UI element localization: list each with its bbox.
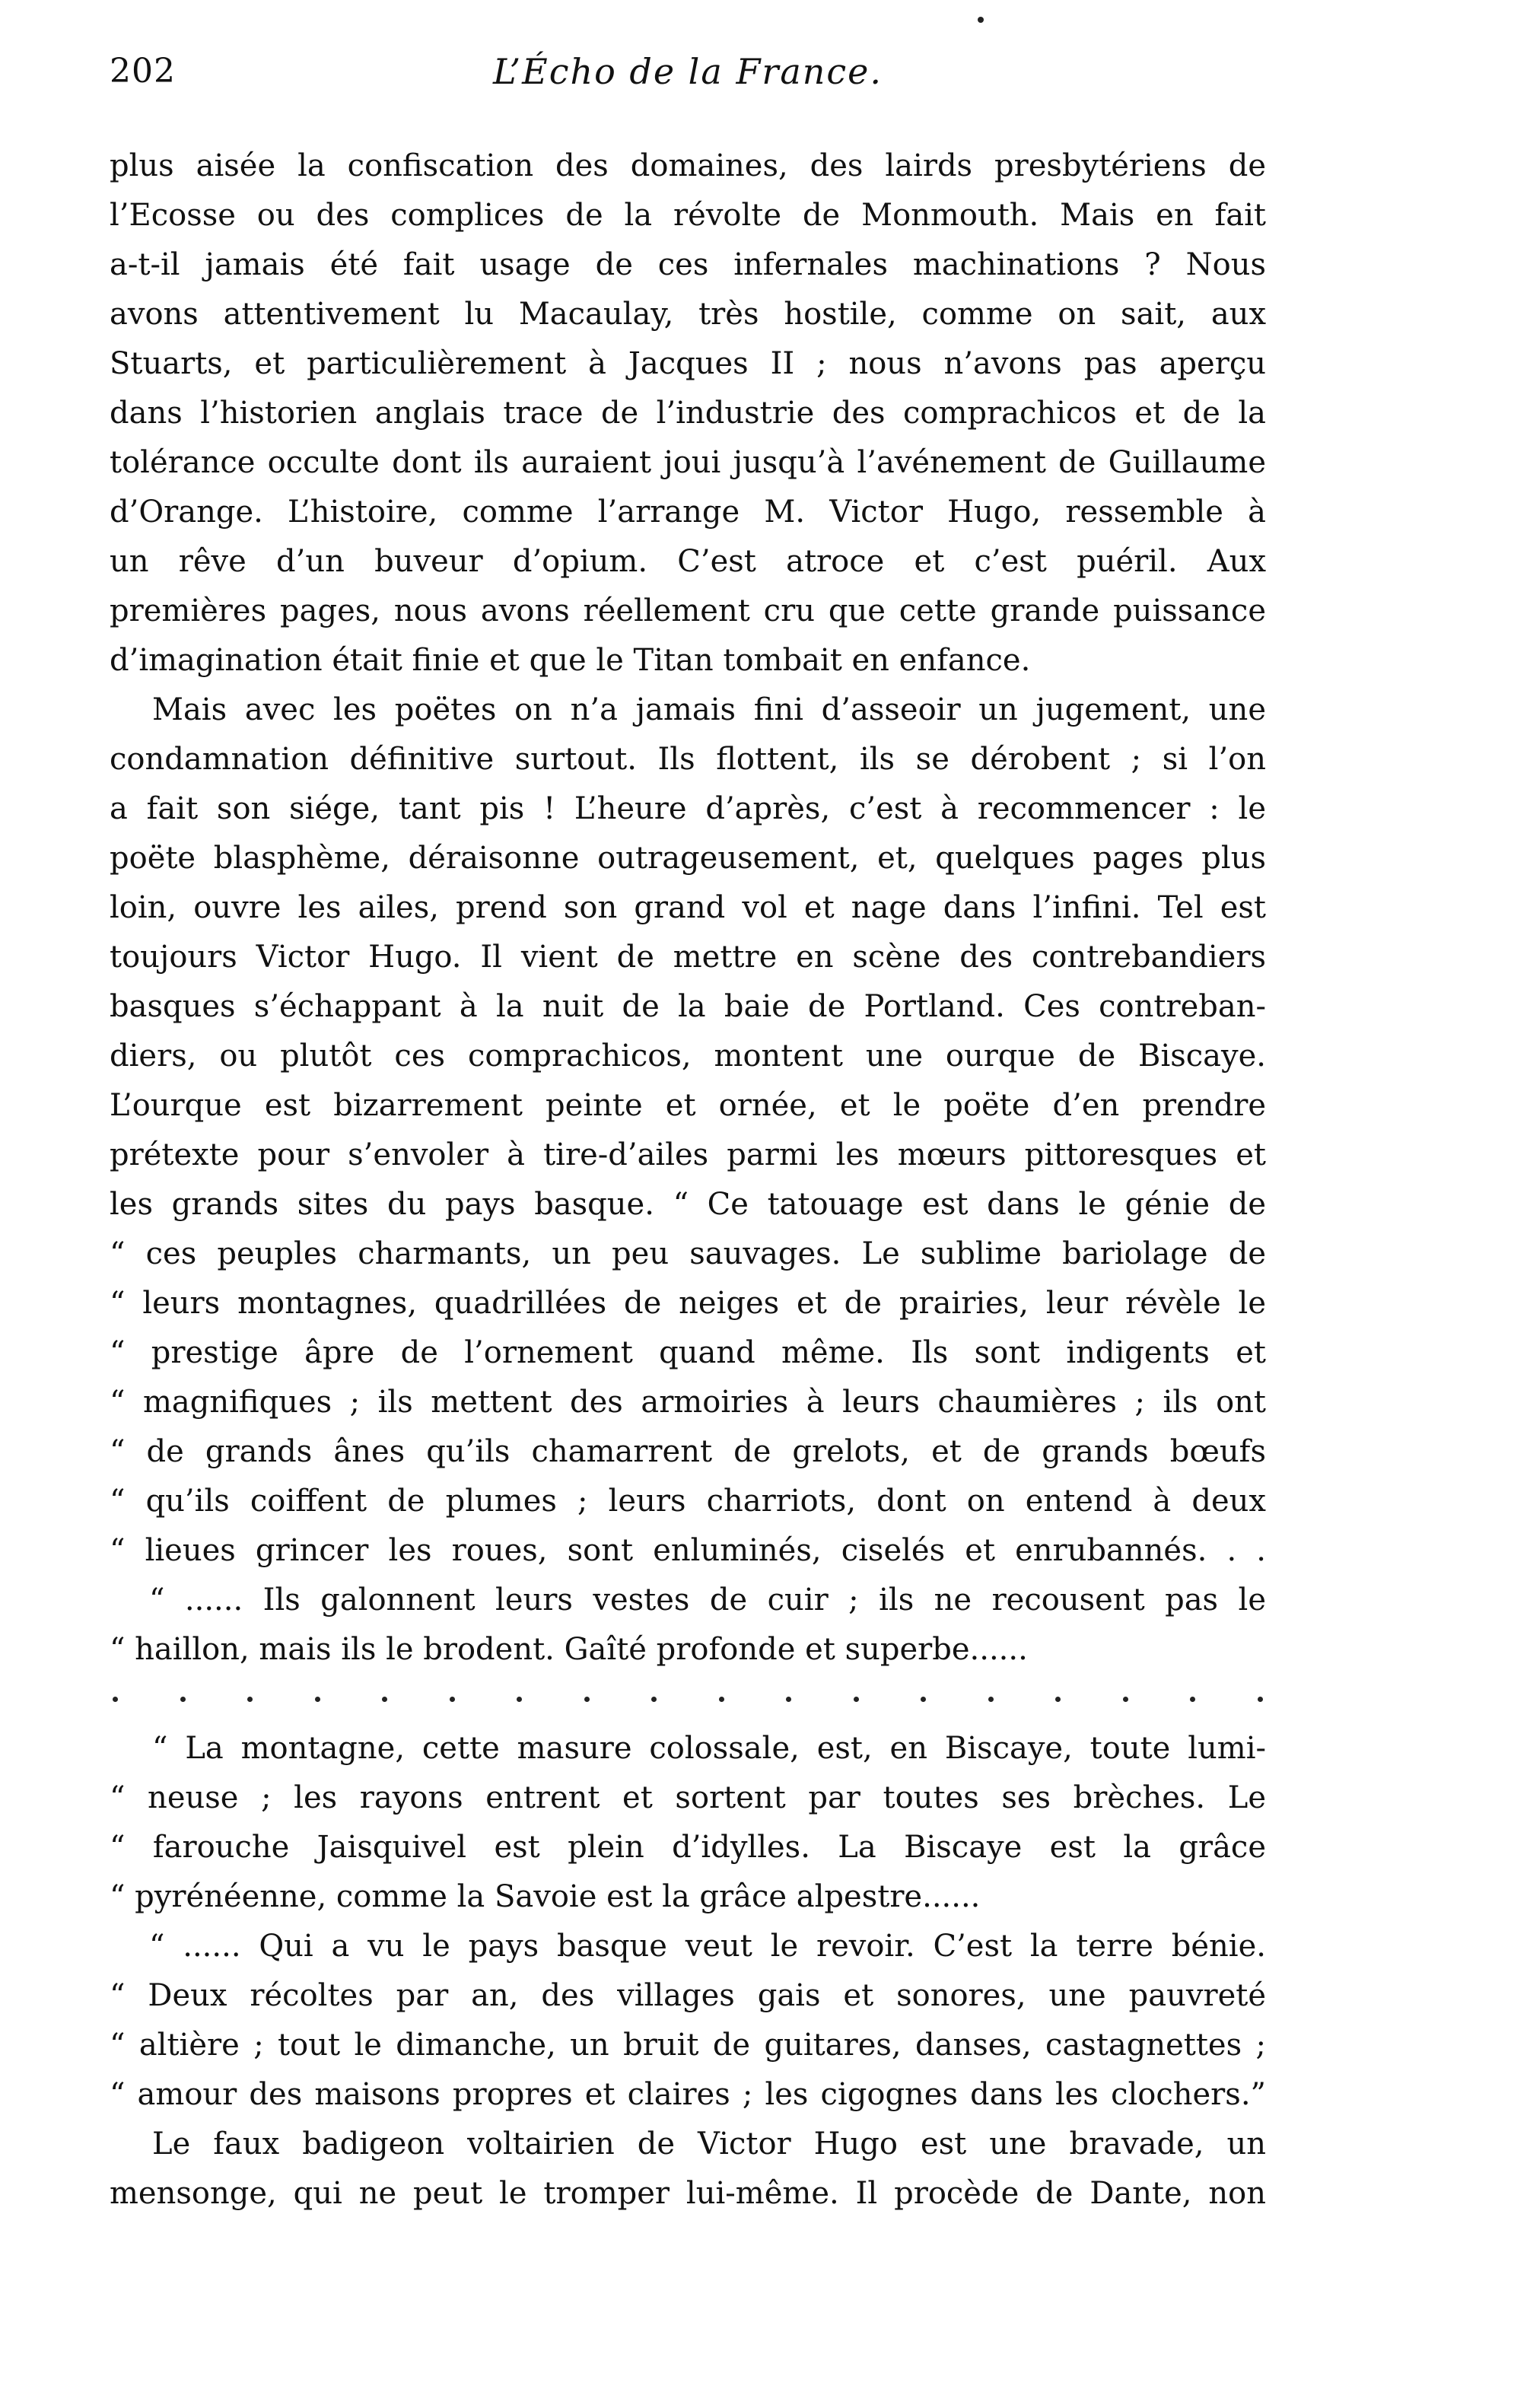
text-line: “ leurs montagnes, quadrillées de neiges et de prairies, leur révèle le <box>110 1286 1266 1321</box>
ellipsis-dot <box>113 1697 118 1702</box>
text-line: “ pyrénéenne, comme la Savoie est la grâce alpestre...... <box>110 1879 981 1914</box>
ellipsis-dot <box>247 1697 253 1702</box>
text-line: “ amour des maisons propres et claires ; les cigognes dans les clochers.” <box>110 2077 1266 2112</box>
text-line: “ La montagne, cette masure colossale, est, en Biscaye, toute lumi- <box>152 1731 1266 1766</box>
text-line: dans l’historien anglais trace de l’industrie des comprachicos et de la <box>110 396 1266 431</box>
text-line: a-t-il jamais été fait usage de ces infernales machinations ? Nous <box>110 247 1266 282</box>
ellipsis-dot <box>1190 1697 1195 1702</box>
text-line: d’Orange. L’histoire, comme l’arrange M. Victor Hugo, ressemble à <box>110 495 1266 530</box>
text-line: “ ...... Ils galonnent leurs vestes de cuir ; ils ne recousent pas le <box>149 1583 1266 1618</box>
text-line: Mais avec les poëtes on n’a jamais fini d’asseoir un jugement, une <box>152 692 1266 727</box>
text-line: “ qu’ils coiffent de plumes ; leurs charriots, dont on entend à deux <box>110 1484 1266 1519</box>
text-line: mensonge, qui ne peut le tromper lui-même. Il procède de Dante, non <box>110 2176 1266 2211</box>
text-line: loin, ouvre les ailes, prend son grand vol et nage dans l’infini. Tel est <box>110 890 1266 925</box>
text-line: premières pages, nous avons réellement cru que cette grande puissance <box>110 593 1266 628</box>
text-line: “ magnifiques ; ils mettent des armoiries à leurs chaumières ; ils ont <box>110 1385 1266 1420</box>
ellipsis-dot <box>382 1697 387 1702</box>
ellipsis-row <box>110 1675 1266 1724</box>
ellipsis-dot <box>1258 1697 1263 1702</box>
text-line: L’ourque est bizarrement peinte et ornée, et le poëte d’en prendre <box>110 1088 1266 1123</box>
text-line: avons attentivement lu Macaulay, très hostile, comme on sait, aux <box>110 297 1266 332</box>
text-line: les grands sites du pays basque. “ Ce tatouage est dans le génie de <box>110 1187 1266 1222</box>
ellipsis-dot <box>921 1697 926 1702</box>
page-number: 202 <box>110 52 176 91</box>
ellipsis-dot <box>450 1697 455 1702</box>
ellipsis-dot <box>651 1697 657 1702</box>
ellipsis-dot <box>180 1697 186 1702</box>
ellipsis-dot <box>854 1697 859 1702</box>
text-line: basques s’échappant à la nuit de la baie de Portland. Ces contreban- <box>110 989 1266 1024</box>
text-line: “ prestige âpre de l’ornement quand même. Ils sont indigents et <box>110 1335 1266 1370</box>
text-line: d’imagination était finie et que le Titan tombait en enfance. <box>110 643 1031 678</box>
ellipsis-dot <box>584 1697 590 1702</box>
text-line: toujours Victor Hugo. Il vient de mettre en scène des contrebandiers <box>110 940 1266 975</box>
text-line: “ de grands ânes qu’ils chamarrent de grelots, et de grands bœufs <box>110 1434 1266 1469</box>
text-line: prétexte pour s’envoler à tire-d’ailes parmi les mœurs pittoresques et <box>110 1137 1266 1172</box>
ellipsis-dot <box>786 1697 791 1702</box>
text-line: a fait son siége, tant pis ! L’heure d’après, c’est à recommencer : le <box>110 791 1266 826</box>
text-line: “ haillon, mais ils le brodent. Gaîté profonde et superbe...... <box>110 1632 1028 1667</box>
running-head <box>110 49 1266 110</box>
text-line: “ ces peuples charmants, un peu sauvages. Le sublime bariolage de <box>110 1236 1266 1271</box>
ellipsis-dot <box>1055 1697 1061 1702</box>
text-line: “ altière ; tout le dimanche, un bruit de guitares, danses, castagnettes ; <box>110 2028 1266 2063</box>
text-line: “ neuse ; les rayons entrent et sortent par toutes ses brèches. Le <box>110 1780 1266 1815</box>
ellipsis-dot <box>719 1697 724 1702</box>
stray-ink-dot <box>978 17 984 23</box>
text-line: poëte blasphème, déraisonne outrageusement, et, quelques pages plus <box>110 841 1266 876</box>
journal-title: L’Écho de la France. <box>492 51 883 92</box>
text-line: “ farouche Jaisquivel est plein d’idylles. La Biscaye est la grâce <box>110 1830 1266 1865</box>
text-line: tolérance occulte dont ils auraient joui jusqu’à l’avénement de Guillaume <box>110 445 1266 480</box>
ellipsis-dot <box>988 1697 994 1702</box>
text-line: condamnation définitive surtout. Ils flottent, ils se dérobent ; si l’on <box>110 742 1266 777</box>
text-line: un rêve d’un buveur d’opium. C’est atroce et c’est puéril. Aux <box>110 544 1266 579</box>
text-line: “ Deux récoltes par an, des villages gais et sonores, une pauvreté <box>110 1978 1266 2013</box>
body-text <box>110 142 1266 2219</box>
text-line: “ ...... Qui a vu le pays basque veut le revoir. C’est la terre bénie. <box>149 1929 1266 1964</box>
ellipsis-dot <box>1123 1697 1128 1702</box>
text-line: “ lieues grincer les roues, sont enluminés, ciselés et enrubannés. . . <box>110 1533 1266 1568</box>
text-line: l’Ecosse ou des complices de la révolte de Monmouth. Mais en fait <box>110 198 1266 233</box>
ellipsis-dot <box>517 1697 522 1702</box>
text-line: Le faux badigeon voltairien de Victor Hugo est une bravade, un <box>152 2126 1266 2161</box>
text-line: Stuarts, et particulièrement à Jacques II ; nous n’avons pas aperçu <box>110 346 1266 381</box>
text-line: diers, ou plutôt ces comprachicos, montent une ourque de Biscaye. <box>110 1039 1266 1074</box>
ellipsis-dot <box>315 1697 320 1702</box>
text-line: plus aisée la confiscation des domaines, des lairds presbytériens de <box>110 148 1266 183</box>
